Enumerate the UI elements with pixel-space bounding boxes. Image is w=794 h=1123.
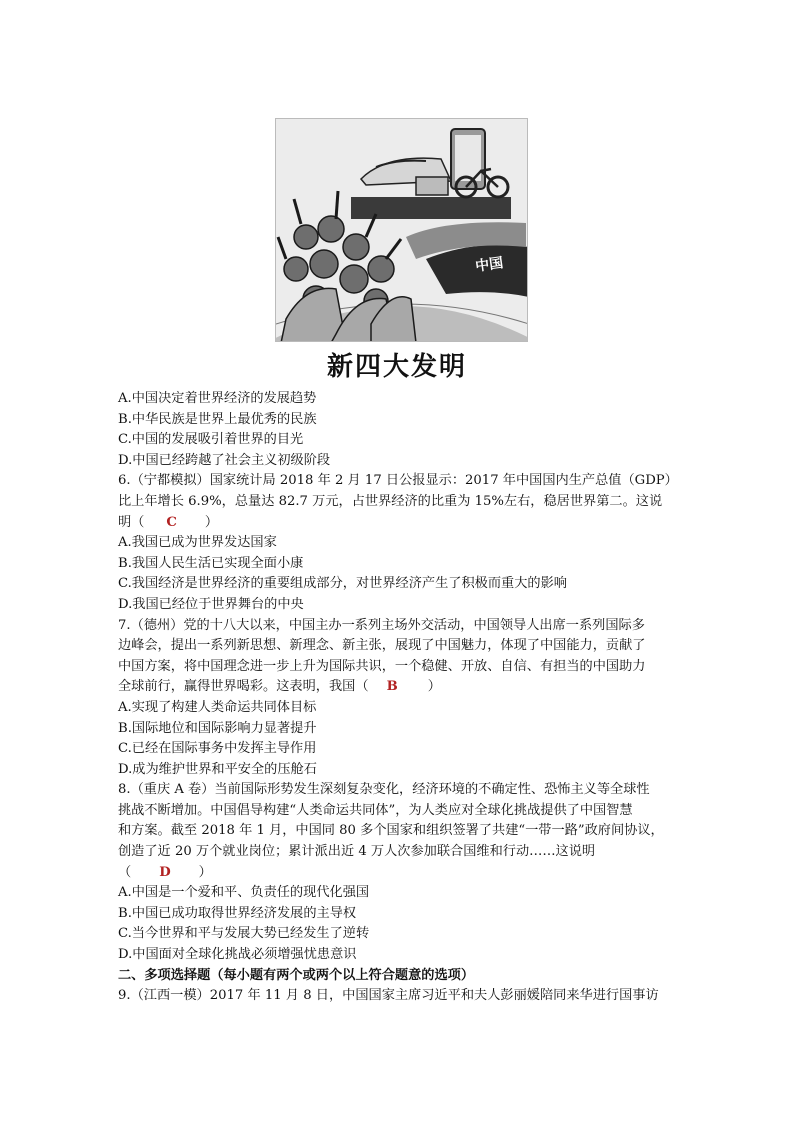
q7-stem-end: 全球前行，赢得世界喝彩。这表明，我国（ — [118, 679, 369, 695]
section-heading: 二、多项选择题（每小题有两个或两个以上符合题意的选项） — [118, 967, 475, 983]
q8-answer: D — [159, 864, 171, 880]
q7-close: ） — [427, 679, 441, 695]
q7-answer: B — [386, 679, 398, 695]
q8-answer-line — [118, 863, 678, 884]
q7-stem-line3: 中国方案，将中国理念进一步上升为国际共识，一个稳健、开放、自信、有担当的中国助力 — [118, 658, 646, 674]
q6-option-d: D.我国已经位于世界舞台的中央 — [118, 596, 304, 612]
q6-stem-line2: 比上年增长 6.9%，总量达 82.7 万元，占世界经济的比重为 15%左右，稳居世界第二。这说 — [118, 493, 663, 509]
q9-stem-line1: 9.（江西一模）2017 年 11 月 8 日，中国国家主席习近平和夫人彭丽媛陪同来华进行国事访 — [118, 988, 659, 1004]
q5-option-d: D.中国已经跨越了社会主义初级阶段 — [118, 452, 331, 468]
q8-option-a: A.中国是一个爱和平、负责任的现代化强国 — [118, 885, 370, 901]
q7-stem-line2: 边峰会，提出一系列新思想、新理念、新主张，展现了中国魅力，体现了中国能力，贡献了 — [118, 638, 646, 654]
q5-option-b: B.中华民族是世界上最优秀的民族 — [118, 411, 317, 427]
q6-stem-end: 明（ — [118, 514, 145, 530]
q6-stem-line3 — [118, 513, 678, 534]
q8-option-c: C.当今世界和平与发展大势已经发生了逆转 — [118, 926, 370, 942]
q8-open: （ — [118, 864, 132, 880]
q5-option-a: A.中国决定着世界经济的发展趋势 — [118, 391, 317, 406]
q6-close: ） — [204, 514, 219, 530]
q5-option-c: C.中国的发展吸引着世界的目光 — [118, 432, 304, 448]
q8-stem-line4: 创造了近 20 万个就业岗位；累计派出近 4 万人次参加联合国维和行动……这说明 — [118, 844, 596, 860]
q8-close: ） — [198, 864, 212, 880]
q7-stem-line4 — [118, 677, 678, 698]
q7-option-d: D.成为维护世界和平安全的压舱石 — [118, 761, 317, 777]
question-text — [118, 389, 678, 1007]
q8-option-d: D.中国面对全球化挑战必须增强忧患意识 — [118, 947, 357, 963]
cartoon-image — [275, 118, 528, 342]
q7-stem-line1: 7.（德州）党的十八大以来，中国主办一系列主场外交活动，中国领导人出席一系列国际多 — [118, 617, 645, 633]
flag-label: 中国 — [474, 255, 505, 275]
q6-stem-line1: 6.（宁都模拟）国家统计局 2018 年 2 月 17 日公报显示：2017 年中国国内生产总值（GDP） — [118, 473, 678, 489]
q8-stem-line3: 和方案。截至 2018 年 1 月，中国同 80 多个国家和组织签署了共建“一带一路”政府间协议， — [118, 823, 664, 839]
figure-caption: 新四大发明 — [326, 352, 467, 382]
q8-stem-line1: 8.（重庆 A 卷）当前国际形势发生深刻复杂变化，经济环境的不确定性、恐怖主义等全球性 — [118, 782, 650, 798]
q8-stem-line2: 挑战不断增加。中国倡导构建“人类命运共同体”，为人类应对全球化挑战提供了中国智慧 — [118, 802, 633, 818]
q6-answer: C — [166, 514, 177, 530]
q7-option-b: B.国际地位和国际影响力显著提升 — [118, 720, 317, 736]
q7-option-c: C.已经在国际事务中发挥主导作用 — [118, 741, 317, 757]
q8-option-b: B.中国已成功取得世界经济发展的主导权 — [118, 905, 357, 921]
q6-option-a: A.我国已成为世界发达国家 — [118, 535, 277, 551]
q7-option-a: A.实现了构建人类命运共同体目标 — [118, 699, 317, 715]
q6-option-c: C.我国经济是世界经济的重要组成部分，对世界经济产生了积极而重大的影响 — [118, 576, 567, 592]
q6-option-b: B.我国人民生活已实现全面小康 — [118, 555, 304, 571]
